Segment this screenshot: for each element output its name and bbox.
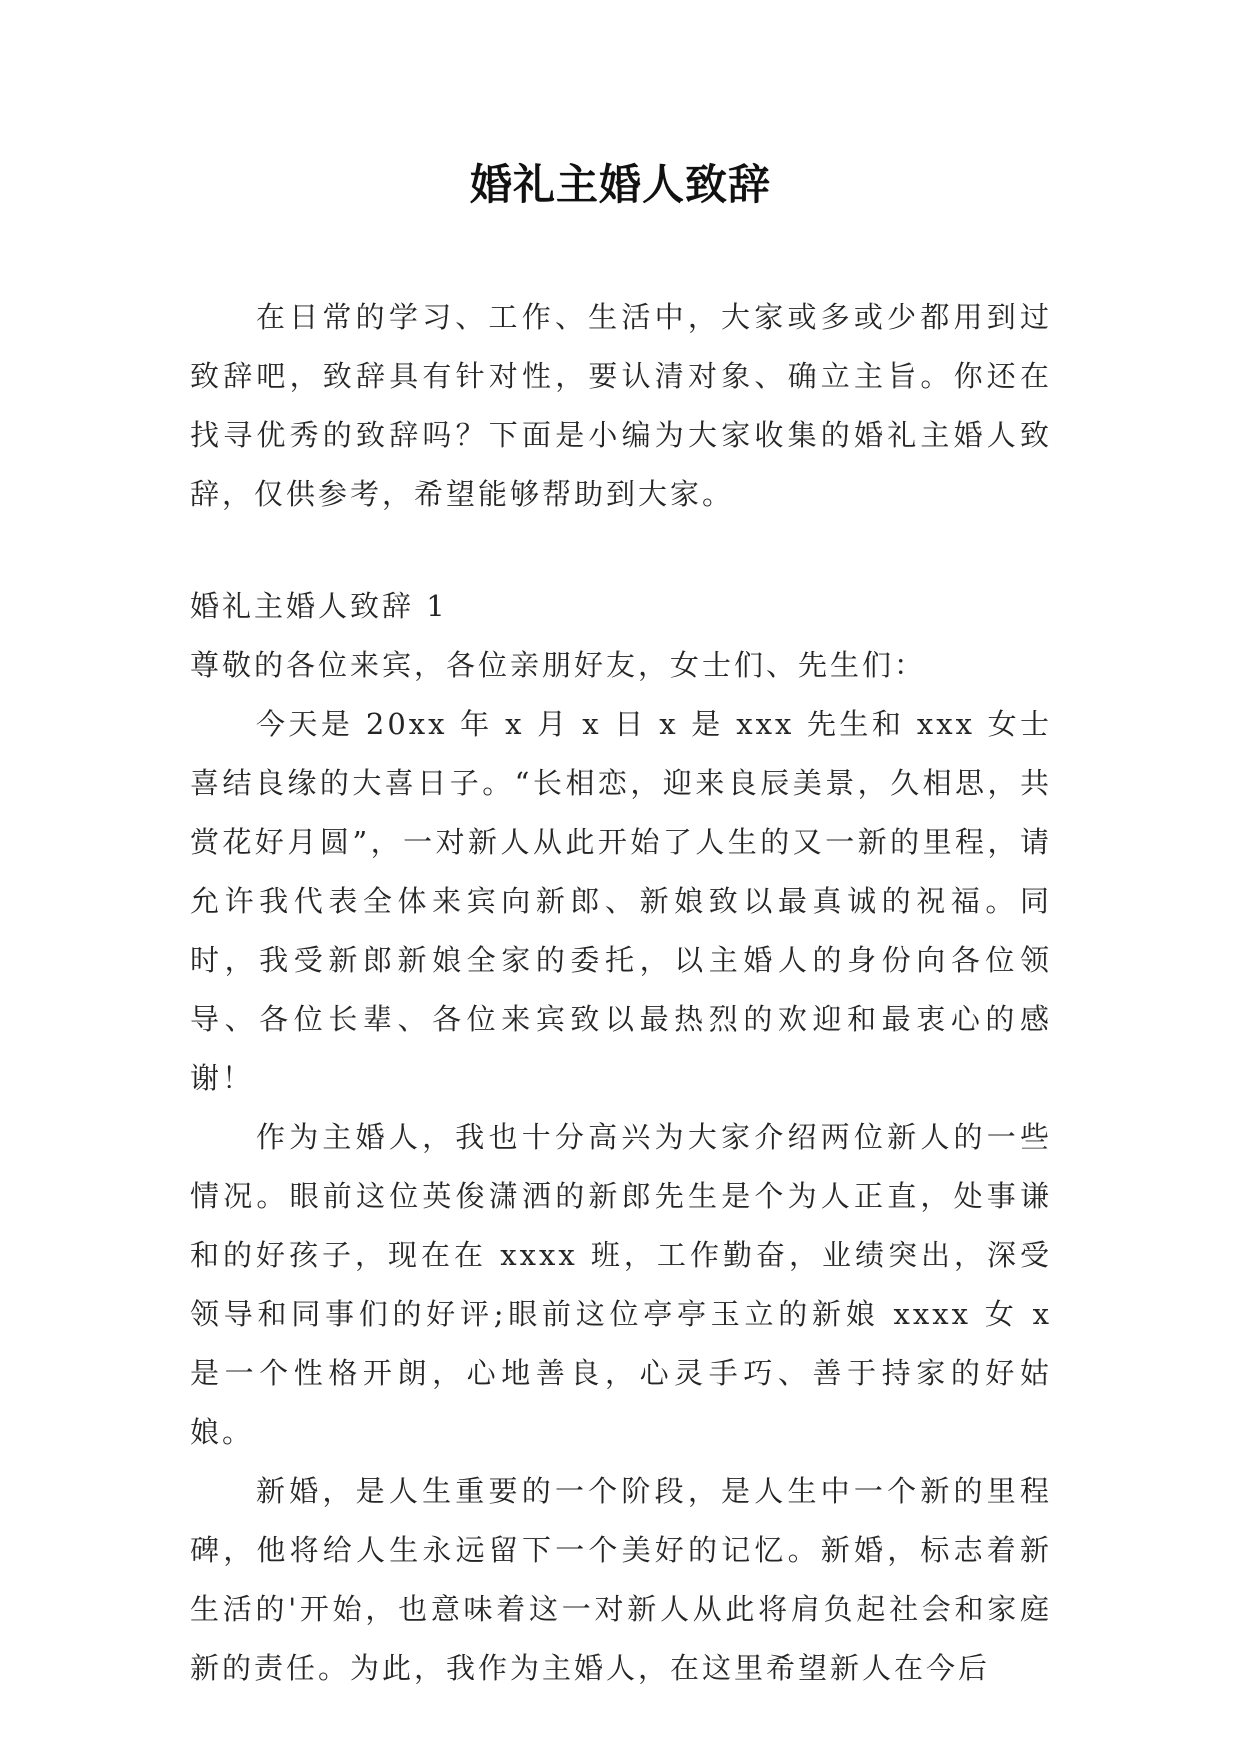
body-paragraph-3: 新婚，是人生重要的一个阶段，是人生中一个新的里程碑，他将给人生永远留下一个美好的记忆。新婚，标志着新生活的'开始，也意味着这一对新人从此将肩负起社会和家庭新的责任。为此，我作为主婚人，在这里希望新人在今后 — [190, 1474, 1052, 1685]
section-heading: 婚礼主婚人致辞 1 — [190, 589, 448, 623]
body-paragraph-1: 今天是 20xx 年 x 月 x 日 x 是 xxx 先生和 xxx 女士喜结良缘的大喜日子。“长相恋，迎来良辰美景，久相思，共赏花好月圆”，一对新人从此开始了人生的又一新的里程，请允许我代表全体来宾向新郎、新娘致以最真诚的祝福。同时，我受新郎新娘全家的委托，以主婚人的身份向各位领导、各位长辈、各位来宾致以最热烈的欢迎和最衷心的感谢！ — [190, 707, 1052, 1095]
intro-paragraph: 在日常的学习、工作、生活中，大家或多或少都用到过致辞吧，致辞具有针对性，要认清对象、确立主旨。你还在找寻优秀的致辞吗？下面是小编为大家收集的婚礼主婚人致辞，仅供参考，希望能够帮助到大家。 — [190, 300, 1052, 511]
salutation: 尊敬的各位来宾，各位亲朋好友，女士们、先生们： — [190, 648, 927, 682]
speech-block — [190, 577, 1052, 1698]
document-title: 婚礼主婚人致辞 — [469, 160, 771, 209]
intro-block — [190, 288, 1052, 524]
body-paragraph-2: 作为主婚人，我也十分高兴为大家介绍两位新人的一些情况。眼前这位英俊潇洒的新郎先生是个为人正直，处事谦和的好孩子，现在在 xxxx 班，工作勤奋，业绩突出，深受领导和同事们的好评;眼前这位亭亭玉立的新娘 xxxx 女 x 是一个性格开朗，心地善良，心灵手巧、善于持家的好姑娘。 — [190, 1120, 1052, 1449]
